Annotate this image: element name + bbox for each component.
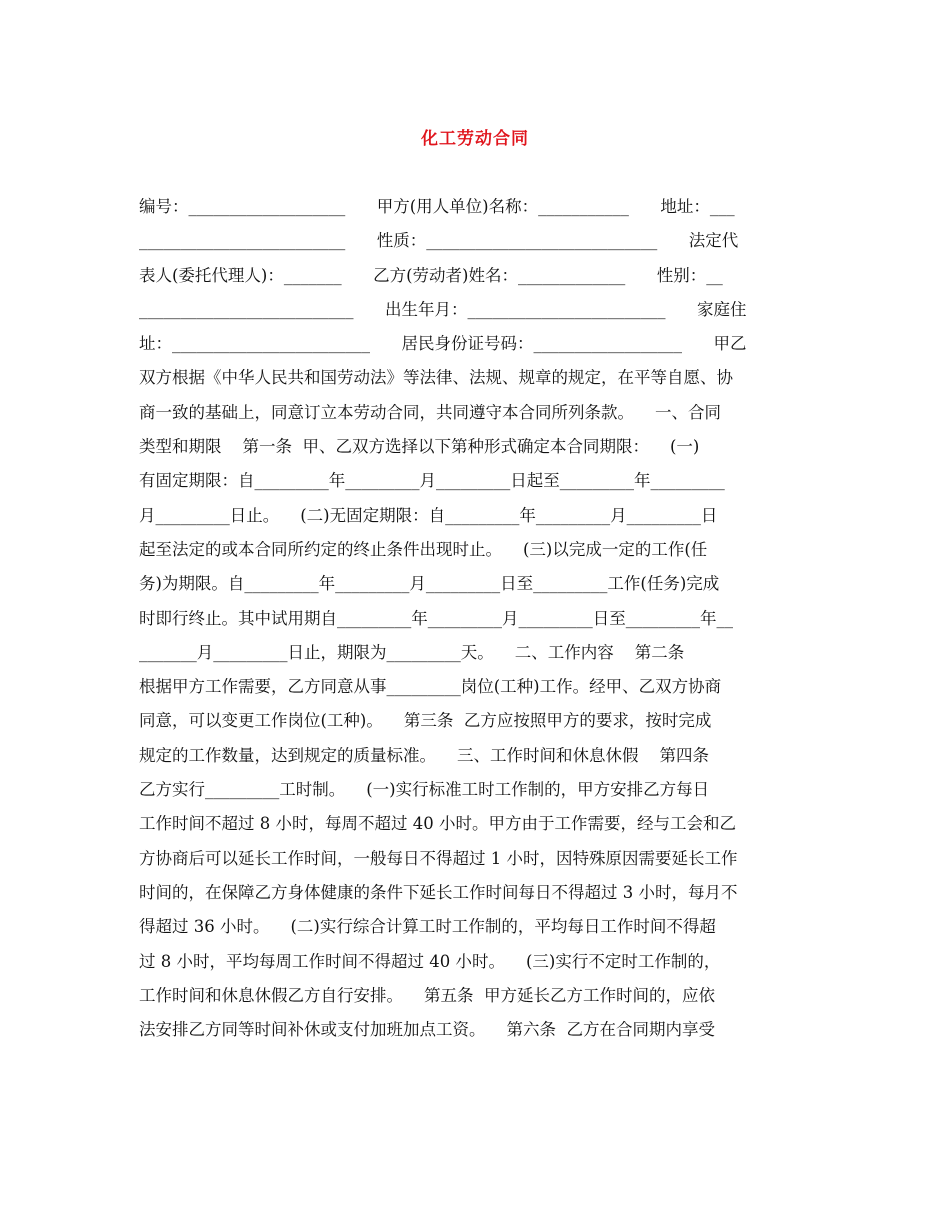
text-line: 规定的工作数量，达到规定的质量标准。 三、工作时间和休息休假 第四条 bbox=[139, 745, 709, 765]
text-line: 根据甲方工作需要，乙方同意从事_________岗位(工种)工作。经甲、乙双方协商 bbox=[139, 677, 722, 697]
text-line: 务)为期限。自_________年_________月_________日至_________工作(任务)完成 bbox=[139, 574, 720, 594]
text-line: __________________________ 出生年月：________________________ 家庭住 bbox=[139, 299, 747, 319]
text-line: 得超过 36 小时。 (二)实行综合计算工时工作制的，平均每日工作时间不得超 bbox=[139, 917, 716, 937]
text-line: 法安排乙方同等时间补休或支付加班加点工资。 第六条 乙方在合同期内享受 bbox=[139, 1020, 715, 1040]
text-line: 起至法定的或本合同所约定的终止条件出现时止。 (三)以完成一定的工作(任 bbox=[139, 539, 708, 559]
text-line: 同意，可以变更工作岗位(工种)。 第三条 乙方应按照甲方的要求，按时完成 bbox=[139, 711, 712, 731]
text-line: 月_________日止。 (二)无固定期限：自_________年_________月_________日 bbox=[139, 505, 718, 525]
text-line: 编号：___________________ 甲方(用人单位)名称：___________ 地址：___ bbox=[139, 197, 735, 216]
document-body bbox=[139, 190, 812, 1047]
text-line: _________________________ 性质：____________________________ 法定代 bbox=[139, 231, 739, 251]
text-line: 时即行终止。其中试用期自_________年_________月_________日至_________年__ bbox=[139, 608, 733, 628]
text-line: 过 8 小时，平均每周工作时间不得超过 40 小时。 (三)实行不定时工作制的， bbox=[139, 951, 721, 971]
document-title: 化工劳动合同 bbox=[421, 129, 529, 149]
text-line: 有固定期限：自_________年_________月_________日起至_________年_________ bbox=[139, 471, 725, 491]
text-line: 类型和期限 第一条 甲、乙双方选择以下第种形式确定本合同期限： (一) bbox=[139, 437, 700, 457]
text-line: 商一致的基础上，同意订立本劳动合同，共同遵守本合同所列条款。 一、合同 bbox=[139, 402, 721, 422]
text-line: 表人(委托代理人)：_______ 乙方(劳动者)姓名：_____________ 性别：__ bbox=[139, 265, 723, 285]
text-line: 双方根据《中华人民共和国劳动法》等法律、法规、规章的规定，在平等自愿、协 bbox=[139, 368, 733, 388]
text-line: 方协商后可以延长工作时间，一般每日不得超过 1 小时，因特殊原因需要延长工作 bbox=[139, 848, 738, 868]
text-line: 工作时间和休息休假乙方自行安排。 第五条 甲方延长乙方工作时间的，应依 bbox=[139, 985, 715, 1005]
text-line: 址：________________________ 居民身份证号码：__________________ 甲乙 bbox=[139, 334, 747, 354]
text-line: 乙方实行_________工时制。 (一)实行标准工时工作制的，甲方安排乙方每日 bbox=[139, 780, 710, 800]
text-line: _______月_________日止，期限为_________天。 二、工作内容 第二条 bbox=[139, 642, 685, 662]
text-line: 工作时间不超过 8 小时，每周不超过 40 小时。甲方由于工作需要，经与工会和乙 bbox=[139, 814, 736, 834]
text-line: 时间的，在保障乙方身体健康的条件下延长工作时间每日不得超过 3 小时，每月不 bbox=[139, 882, 738, 902]
